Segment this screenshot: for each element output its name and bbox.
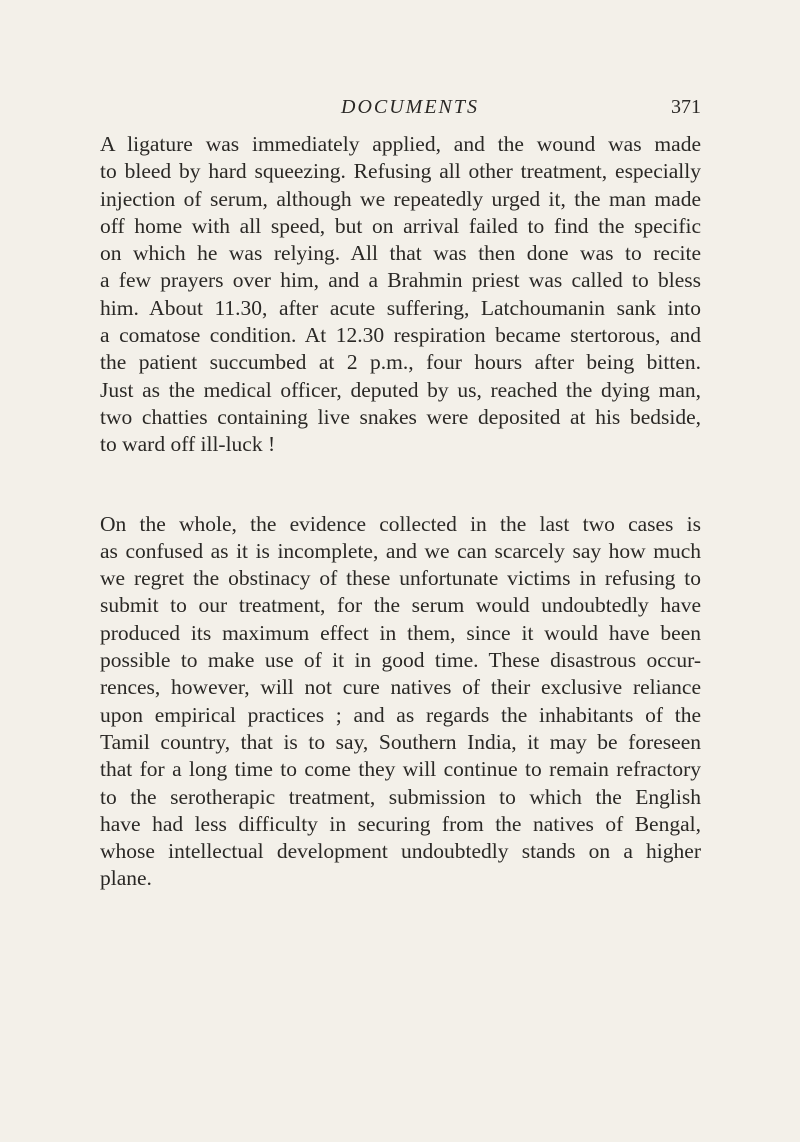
text-line: possible to make use of it in good time. These disastrous occur-	[100, 648, 701, 673]
text-line: we regret the obstinacy of these unfortunate victims in refusing to	[100, 566, 701, 591]
paragraph-2	[80, 511, 701, 893]
text-line: on which he was relying. All that was then done was to recite	[100, 241, 701, 266]
text-line: two chatties containing live snakes were deposited at his bedside,	[100, 404, 701, 429]
text-line: Tamil country, that is to say, Southern India, it may be foreseen	[100, 729, 701, 754]
text-line: the patient succumbed at 2 p.m., four hours after being bitten.	[100, 350, 701, 375]
text-line: produced its maximum effect in them, since it would have been	[100, 620, 701, 645]
text-line: injection of serum, although we repeatedly urged it, the man made	[100, 186, 701, 211]
paragraph-1	[80, 131, 701, 459]
text-line: off home with all speed, but on arrival failed to find the specific	[100, 213, 701, 238]
text-line: to ward off ill-luck !	[100, 432, 276, 457]
text-line: him. About 11.30, after acute suffering, Latchoumanin sank into	[100, 295, 701, 320]
text-line: a comatose condition. At 12.30 respiration became stertorous, and	[100, 323, 701, 348]
text-line: plane.	[100, 866, 152, 891]
text-line: as confused as it is incomplete, and we can scarcely say how much	[100, 538, 701, 563]
paragraph-gap	[80, 459, 701, 511]
text-line: A ligature was immediately applied, and the wound was made	[100, 132, 701, 156]
text-line: upon empirical practices ; and as regards the inhabitants of the	[100, 702, 701, 727]
running-title: DOCUMENTS	[341, 96, 480, 118]
page-number: 371	[671, 96, 701, 118]
text-line: to the serotherapic treatment, submission to which the English	[100, 784, 701, 809]
text-line: have had less difficulty in securing from the natives of Bengal,	[100, 811, 701, 836]
text-line: whose intellectual development undoubtedly stands on a higher	[100, 839, 701, 864]
text-line: submit to our treatment, for the serum would undoubtedly have	[100, 593, 701, 618]
running-head	[80, 96, 701, 122]
text-line: to bleed by hard squeezing. Refusing all other treatment, especially	[100, 159, 701, 184]
text-line: Just as the medical officer, deputed by us, reached the dying man,	[100, 377, 701, 402]
text-line: that for a long time to come they will continue to remain refractory	[100, 757, 701, 782]
body-text	[80, 131, 701, 893]
text-line: a few prayers over him, and a Brahmin priest was called to bless	[100, 268, 701, 293]
text-line: On the whole, the evidence collected in the last two cases is	[100, 511, 701, 536]
text-line: rences, however, will not cure natives of their exclusive reliance	[100, 675, 701, 700]
